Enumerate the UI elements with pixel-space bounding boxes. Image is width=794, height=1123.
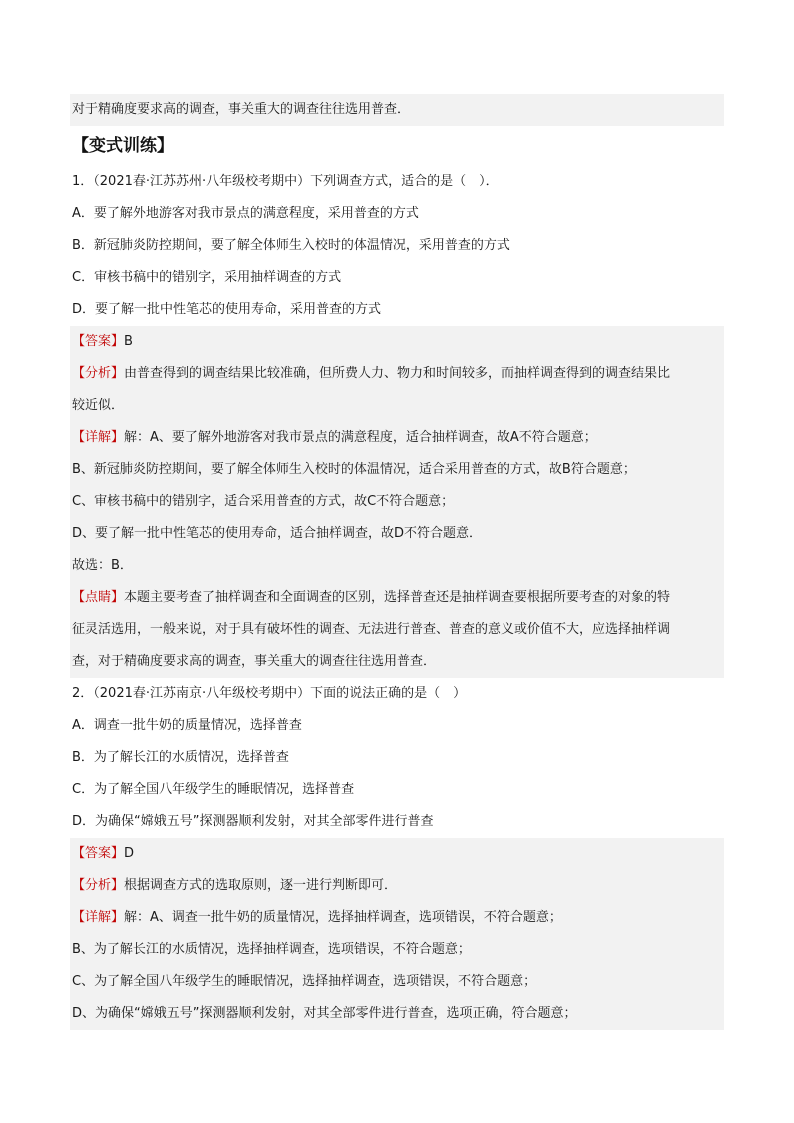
detail-tag: 【详解】: [72, 910, 125, 925]
detail-line: C、审核书稿中的错别字，适合采用普查的方式，故C不符合题意；: [70, 486, 724, 518]
answer-line: [70, 326, 724, 358]
detail-line: D、要了解一批中性笔芯的使用寿命，适合抽样调查，故D不符合题意．: [70, 518, 724, 550]
detail-text: 解：A、调查一批牛奶的质量情况，选择抽样调查，选项错误，不符合题意；: [124, 910, 562, 925]
detail-line: D、为确保“嫦娥五号”探测器顺利发射，对其全部零件进行普查，选项正确，符合题意；: [70, 998, 724, 1030]
comment-text: 本题主要考查了抽样调查和全面调查的区别，选择普查还是抽样调查要根据所要考查的对象的特: [124, 590, 671, 605]
option-b: B．为了解长江的水质情况，选择普查: [72, 750, 289, 765]
detail-line: C、为了解全国八年级学生的睡眠情况，选择抽样调查，选项错误，不符合题意；: [70, 966, 724, 998]
detail-line: [70, 902, 724, 934]
comment-line: 查，对于精确度要求高的调查，事关重大的调查往往选用普查．: [70, 646, 724, 678]
document-page: [70, 94, 724, 1030]
answer-line: [70, 838, 724, 870]
option-b: B．新冠肺炎防控期间，要了解全体师生入校时的体温情况，采用普查的方式: [72, 238, 510, 253]
detail-tag: 【详解】: [72, 430, 125, 445]
detail-text: 解：A、要了解外地游客对我市景点的满意程度，适合抽样调查，故A不符合题意；: [124, 430, 597, 445]
analysis-text: 由普查得到的调查结果比较准确，但所费人力、物力和时间较多，而抽样调查得到的调查结果比: [124, 366, 671, 381]
detail-line: B、为了解长江的水质情况，选择抽样调查，选项错误，不符合题意；: [70, 934, 724, 966]
answer-tag: 【答案】: [72, 846, 125, 861]
analysis-text: 根据调查方式的选取原则，逐一进行判断即可．: [124, 878, 398, 893]
choose-line: 故选：B．: [70, 550, 724, 582]
answer-value: D: [124, 846, 135, 861]
question-1: [70, 166, 724, 678]
option-a: A．要了解外地游客对我市景点的满意程度，采用普查的方式: [72, 206, 419, 221]
analysis-line: [70, 358, 724, 390]
detail-line: B、新冠肺炎防控期间，要了解全体师生入校时的体温情况，适合采用普查的方式，故B符合题意；: [70, 454, 724, 486]
detail-line: [70, 422, 724, 454]
answer-tag: 【答案】: [72, 334, 125, 349]
comment-line: 征灵活选用，一般来说，对于具有破坏性的调查、无法进行普查、普查的意义或价值不大，应选择抽样调: [70, 614, 724, 646]
section-title: 【变式训练】: [72, 136, 174, 156]
question-stem: 2．（2021春·江苏南京·八年级校考期中）下面的说法正确的是（ ）: [72, 686, 467, 701]
top-note: 对于精确度要求高的调查，事关重大的调查往往选用普查．: [70, 94, 724, 126]
answer-value: B: [124, 334, 133, 349]
comment-line: [70, 582, 724, 614]
question-2: [70, 678, 724, 1030]
analysis-tag: 【分析】: [72, 366, 125, 381]
option-d: D．要了解一批中性笔芯的使用寿命，采用普查的方式: [72, 302, 382, 317]
option-a: A．调查一批牛奶的质量情况，选择普查: [72, 718, 302, 733]
option-d: D．为确保“嫦娥五号”探测器顺利发射，对其全部零件进行普查: [72, 814, 434, 829]
analysis-line: [70, 870, 724, 902]
analysis-line: 较近似．: [70, 390, 724, 422]
option-c: C．为了解全国八年级学生的睡眠情况，选择普查: [72, 782, 355, 797]
question-stem: 1．（2021春·江苏苏州·八年级校考期中）下列调查方式，适合的是（ ）．: [72, 174, 499, 189]
comment-tag: 【点睛】: [72, 590, 125, 605]
analysis-tag: 【分析】: [72, 878, 125, 893]
option-c: C．审核书稿中的错别字，采用抽样调查的方式: [72, 270, 342, 285]
